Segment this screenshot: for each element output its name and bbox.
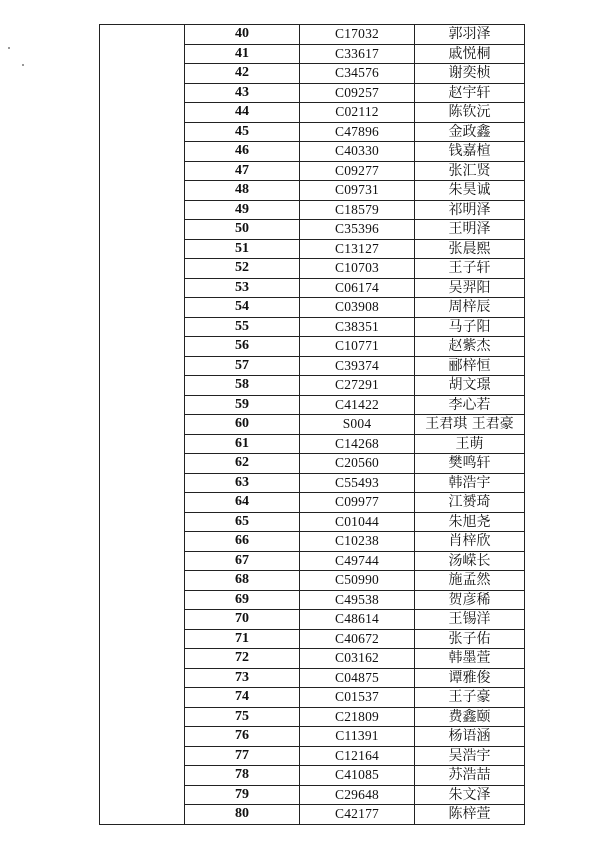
- row-number: 50: [185, 220, 300, 240]
- entry-code: C55493: [300, 473, 415, 493]
- participant-name: 张汇贤: [415, 161, 525, 181]
- entry-code: C40672: [300, 629, 415, 649]
- participant-name: 朱旭尧: [415, 512, 525, 532]
- row-number: 70: [185, 610, 300, 630]
- row-number: 59: [185, 395, 300, 415]
- entry-code: C10238: [300, 532, 415, 552]
- participant-name: 李心若: [415, 395, 525, 415]
- entry-code: C18579: [300, 200, 415, 220]
- entry-code: S004: [300, 415, 415, 435]
- participant-name: 王锡洋: [415, 610, 525, 630]
- row-number: 80: [185, 805, 300, 825]
- row-number: 77: [185, 746, 300, 766]
- row-number: 55: [185, 317, 300, 337]
- participant-name: 张子佑: [415, 629, 525, 649]
- participant-name: 钱嘉楦: [415, 142, 525, 162]
- entry-code: C42177: [300, 805, 415, 825]
- participant-name: 韩墨萱: [415, 649, 525, 669]
- participant-name: 陈钦沅: [415, 103, 525, 123]
- table-row: [100, 25, 525, 45]
- participant-name: 金政鑫: [415, 122, 525, 142]
- entry-code: C34576: [300, 64, 415, 84]
- participant-name: 谢奕桢: [415, 64, 525, 84]
- entry-code: C04875: [300, 668, 415, 688]
- entry-code: C20560: [300, 454, 415, 474]
- participant-name: 费鑫颐: [415, 707, 525, 727]
- row-number: 76: [185, 727, 300, 747]
- group-cell: [100, 25, 185, 825]
- scan-speck: [22, 64, 24, 66]
- row-number: 45: [185, 122, 300, 142]
- participant-name: 施孟然: [415, 571, 525, 591]
- row-number: 67: [185, 551, 300, 571]
- row-number: 40: [185, 25, 300, 45]
- participant-name: 朱昊诚: [415, 181, 525, 201]
- participant-name: 王子轩: [415, 259, 525, 279]
- participant-name: 王君琪 王君豪: [415, 415, 525, 435]
- participant-name: 吴羿阳: [415, 278, 525, 298]
- entry-code: C03162: [300, 649, 415, 669]
- entry-code: C41422: [300, 395, 415, 415]
- participant-name: 韩浩宇: [415, 473, 525, 493]
- row-number: 57: [185, 356, 300, 376]
- participant-name: 周梓辰: [415, 298, 525, 318]
- entry-code: C01537: [300, 688, 415, 708]
- row-number: 75: [185, 707, 300, 727]
- row-number: 41: [185, 44, 300, 64]
- entry-code: C47896: [300, 122, 415, 142]
- row-number: 65: [185, 512, 300, 532]
- participant-name: 陈梓萱: [415, 805, 525, 825]
- participant-name: 祁明泽: [415, 200, 525, 220]
- row-number: 73: [185, 668, 300, 688]
- row-number: 51: [185, 239, 300, 259]
- participant-name: 胡文璟: [415, 376, 525, 396]
- participant-name: 张晨熙: [415, 239, 525, 259]
- row-number: 68: [185, 571, 300, 591]
- entry-code: C06174: [300, 278, 415, 298]
- roster-table: [99, 24, 525, 825]
- row-number: 58: [185, 376, 300, 396]
- row-number: 72: [185, 649, 300, 669]
- entry-code: C35396: [300, 220, 415, 240]
- entry-code: C21809: [300, 707, 415, 727]
- row-number: 71: [185, 629, 300, 649]
- participant-name: 郭羽泽: [415, 25, 525, 45]
- participant-name: 郦梓恒: [415, 356, 525, 376]
- row-number: 60: [185, 415, 300, 435]
- participant-name: 赵紫杰: [415, 337, 525, 357]
- entry-code: C49538: [300, 590, 415, 610]
- participant-name: 王明泽: [415, 220, 525, 240]
- row-number: 53: [185, 278, 300, 298]
- participant-name: 谭雅俊: [415, 668, 525, 688]
- row-number: 74: [185, 688, 300, 708]
- participant-name: 樊鸣轩: [415, 454, 525, 474]
- entry-code: C10771: [300, 337, 415, 357]
- entry-code: C03908: [300, 298, 415, 318]
- entry-code: C40330: [300, 142, 415, 162]
- entry-code: C49744: [300, 551, 415, 571]
- row-number: 63: [185, 473, 300, 493]
- row-number: 54: [185, 298, 300, 318]
- row-number: 52: [185, 259, 300, 279]
- entry-code: C09731: [300, 181, 415, 201]
- roster-table-body: [100, 25, 525, 825]
- entry-code: C17032: [300, 25, 415, 45]
- entry-code: C10703: [300, 259, 415, 279]
- scan-speck: [8, 47, 10, 49]
- participant-name: 贺彦稀: [415, 590, 525, 610]
- entry-code: C50990: [300, 571, 415, 591]
- row-number: 47: [185, 161, 300, 181]
- row-number: 61: [185, 434, 300, 454]
- row-number: 62: [185, 454, 300, 474]
- participant-name: 苏浩喆: [415, 766, 525, 786]
- row-number: 64: [185, 493, 300, 513]
- participant-name: 汤嵘长: [415, 551, 525, 571]
- entry-code: C39374: [300, 356, 415, 376]
- entry-code: C09277: [300, 161, 415, 181]
- entry-code: C33617: [300, 44, 415, 64]
- participant-name: 朱文泽: [415, 785, 525, 805]
- row-number: 43: [185, 83, 300, 103]
- row-number: 46: [185, 142, 300, 162]
- row-number: 66: [185, 532, 300, 552]
- row-number: 48: [185, 181, 300, 201]
- entry-code: C38351: [300, 317, 415, 337]
- entry-code: C12164: [300, 746, 415, 766]
- entry-code: C14268: [300, 434, 415, 454]
- entry-code: C01044: [300, 512, 415, 532]
- row-number: 42: [185, 64, 300, 84]
- entry-code: C09977: [300, 493, 415, 513]
- row-number: 49: [185, 200, 300, 220]
- entry-code: C02112: [300, 103, 415, 123]
- participant-name: 江赟琦: [415, 493, 525, 513]
- row-number: 78: [185, 766, 300, 786]
- row-number: 56: [185, 337, 300, 357]
- participant-name: 王子豪: [415, 688, 525, 708]
- participant-name: 王萌: [415, 434, 525, 454]
- participant-name: 吴浩宇: [415, 746, 525, 766]
- entry-code: C48614: [300, 610, 415, 630]
- row-number: 79: [185, 785, 300, 805]
- entry-code: C13127: [300, 239, 415, 259]
- participant-name: 赵宇轩: [415, 83, 525, 103]
- entry-code: C41085: [300, 766, 415, 786]
- participant-name: 戚悦桐: [415, 44, 525, 64]
- participant-name: 杨语涵: [415, 727, 525, 747]
- entry-code: C09257: [300, 83, 415, 103]
- entry-code: C27291: [300, 376, 415, 396]
- participant-name: 马子阳: [415, 317, 525, 337]
- participant-name: 肖梓欣: [415, 532, 525, 552]
- row-number: 69: [185, 590, 300, 610]
- row-number: 44: [185, 103, 300, 123]
- entry-code: C29648: [300, 785, 415, 805]
- entry-code: C11391: [300, 727, 415, 747]
